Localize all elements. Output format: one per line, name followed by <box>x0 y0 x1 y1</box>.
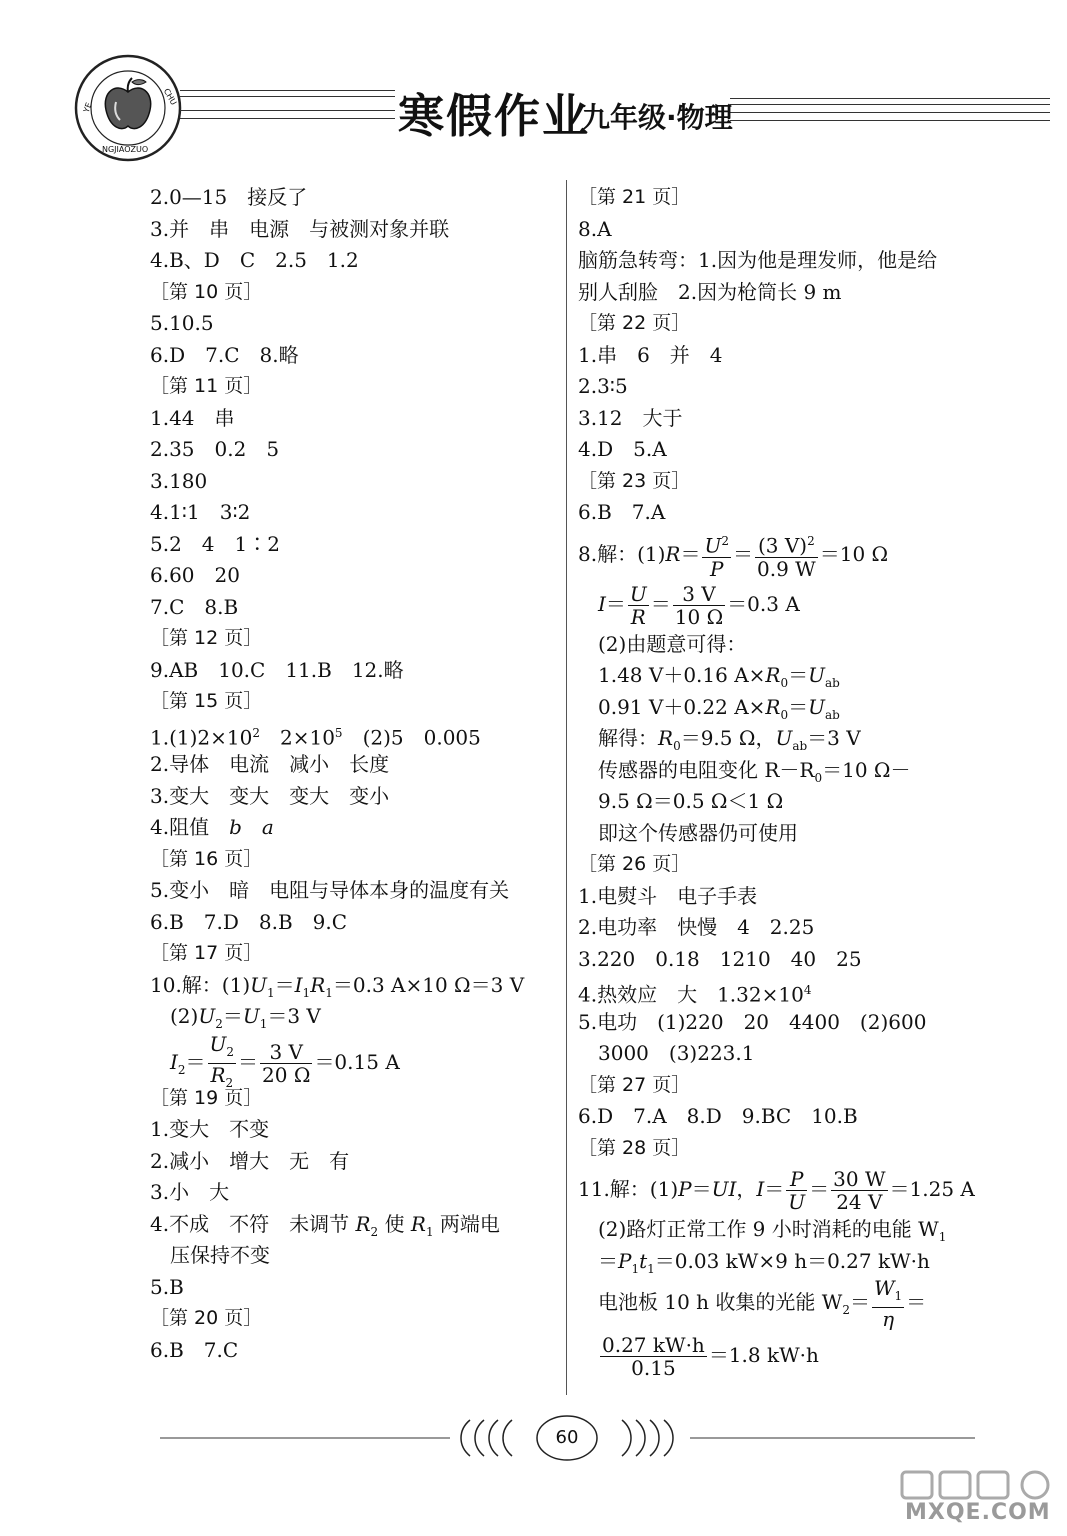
formula-line: $=P_1t_1=0.03$ kW×9 h＝0.27 kW·h <box>598 1248 930 1276</box>
answer-text: 4.阻值 <box>150 815 230 839</box>
formula-line: 1.48 V＋0.16 $A\times R_0=U_{ab}$ <box>598 663 840 690</box>
answer-text: 传感器的电阻变化 R－R <box>598 757 815 782</box>
answer-text: 4.热效应 大 1.32×10 <box>578 982 804 1007</box>
header-rule-left-1 <box>180 90 395 91</box>
header-rule-right-4 <box>730 120 1050 121</box>
answer-line: (2)路灯正常工作 9 小时消耗的电能 $W_1$ <box>598 1217 947 1244</box>
header-rule-right-2 <box>730 104 1050 105</box>
page-heading: ［第 19 页］ <box>150 1086 263 1109</box>
book-subtitle: 九年级·物理 <box>582 101 733 134</box>
formula-line: $I_2=$ $\frac{U_2}{R_2}$ ＝ $\frac{3 V}{20 \Omega}$ ＝0.15 A <box>170 1031 400 1090</box>
footer-ornament <box>0 1400 1067 1480</box>
answer-text: 解得： <box>598 726 658 750</box>
page-heading: ［第 23 页］ <box>578 469 691 492</box>
answer-line: 脑筋急转弯：1.因为他是理发师，他是给 <box>578 248 938 272</box>
answer-line: 3.小 大 <box>150 1180 230 1204</box>
page-heading: ［第 22 页］ <box>578 312 691 334</box>
formula-line: I＝ $\frac{U}{R}$ ＝ $\frac{3 V}{10 \Omega}$ ＝0.3 A <box>598 581 800 629</box>
page-heading: ［第 17 页］ <box>150 942 263 964</box>
answer-line: $(2)U_2=U_1=3$ V <box>170 1004 321 1031</box>
answer-line: 6.B 7.D 8.B 9.C <box>150 909 348 934</box>
page-heading: ［第 12 页］ <box>150 627 263 649</box>
watermark-text: MXQE.COM <box>905 1500 1051 1525</box>
page-heading: ［第 20 页］ <box>150 1307 263 1329</box>
answer-text: 4.不成 不符 未调节 <box>150 1211 350 1236</box>
column-divider <box>566 180 567 1395</box>
formula-line: 11.解：(1)P＝UI，I＝ $\frac{P}{U}$ ＝ $\frac{30 W}{24 V}$ ＝1.25 A <box>578 1167 975 1214</box>
answer-line: 4.1∶1 3∶2 <box>150 500 251 524</box>
answer-line: 解得：$R_0=9.5$ Ω，$U_{ab}=3$ V <box>598 726 861 753</box>
answer-line: 5.10.5 <box>150 311 214 335</box>
book-title: 寒假作业 <box>398 89 590 143</box>
page-heading: ［第 15 页］ <box>150 690 263 712</box>
answer-line: 4.热效应 大 $1.32\times 10^4$ <box>578 982 812 1007</box>
page-heading: ［第 16 页］ <box>150 847 263 870</box>
formula-line: 电池板 10 h 收集的光能 $W_2=$ $\frac{W_1}{\eta}$ ＝ <box>598 1276 927 1331</box>
answer-line: 5.变小 暗 电阻与导体本身的温度有关 <box>150 878 510 902</box>
answer-line: 2.减小 增大 无 有 <box>150 1148 350 1173</box>
answer-line: 4.不成 不符 未调节 $R_2$ 使 $R_1$ 两端电 <box>150 1211 500 1239</box>
formula-line: $\frac{0.27 kW\cdot h}{0.15}$ ＝1.8 kW·h <box>602 1333 819 1380</box>
answer-line: 2.0—15 接反了 <box>150 185 308 209</box>
answer-line: 3000 (3)223.1 <box>598 1041 755 1065</box>
apple-logo-icon <box>72 52 184 164</box>
answer-line: 8.A <box>578 216 612 241</box>
page-number: 60 <box>555 1427 579 1448</box>
answer-line: 9.5 Ω＝0.5 Ω＜1 Ω <box>598 789 784 813</box>
page-heading: ［第 21 页］ <box>578 186 691 208</box>
answer-line: 4.D 5.A <box>578 437 667 461</box>
formula-line: 8.解：(1)R＝ $\frac{U^2}{P}$ ＝ $\frac{(3 V)^2}{0.9 W}$ ＝10 Ω <box>578 529 998 579</box>
answer-text: 8.解：(1) <box>578 541 666 566</box>
answer-text: 11.解：(1) <box>578 1177 679 1201</box>
page-header <box>0 0 1067 180</box>
header-rule-left-2 <box>180 96 395 97</box>
answer-line: 5.B <box>150 1274 184 1299</box>
answer-line: 7.C 8.B <box>150 594 239 619</box>
answer-line: 3.180 <box>150 468 208 493</box>
header-rule-right-3 <box>730 112 1050 113</box>
answer-line: 1.变大 不变 <box>150 1117 270 1141</box>
header-rule-left-4 <box>180 118 395 119</box>
svg-text:YE: YE <box>81 101 94 114</box>
answers-left-column <box>150 182 560 1366</box>
page-heading: ［第 27 页］ <box>578 1073 691 1096</box>
formula-line: 0.91 V＋0.22 $A\times R_0=U_{ab}$ <box>598 694 840 722</box>
answer-text: (2)路灯正常工作 9 小时消耗的电能 W <box>598 1217 939 1241</box>
answer-text: (2)5 0.005 <box>362 725 481 750</box>
answer-line: 传感器的电阻变化 $R-R_0=10$ Ω－ <box>598 757 911 785</box>
page-heading: ［第 10 页］ <box>150 280 263 303</box>
answer-line: 2.电功率 快慢 4 2.25 <box>578 915 815 939</box>
answer-line: 2.导体 电流 减小 长度 <box>150 752 390 776</box>
header-rule-right-1 <box>730 98 1050 99</box>
answer-text: ＝1.8 kW·h <box>708 1343 819 1367</box>
page-heading: ［第 26 页］ <box>578 853 691 875</box>
answer-line: 6.60 20 <box>150 563 240 587</box>
svg-text:CHU: CHU <box>161 87 179 107</box>
answer-line: 3.12 大于 <box>578 405 683 430</box>
page-heading: ［第 28 页］ <box>578 1136 691 1159</box>
answer-line: 2.35 0.2 5 <box>150 437 280 461</box>
header-rule-left-3 <box>180 110 395 111</box>
answer-line: 10.解：$(1)U_1=I_1R_1=0.3$ A×10 Ω＝3 V <box>150 972 525 1000</box>
answer-line: 别人刮脸 2.因为枪筒长 9 m <box>578 279 842 304</box>
answer-line: 6.B 7.C <box>150 1337 239 1362</box>
answer-line: 9.AB 10.C 11.B 12.略 <box>150 657 404 682</box>
answer-line: 2.3∶5 <box>578 374 628 398</box>
answer-line: 6.D 7.C 8.略 <box>150 342 299 367</box>
answer-line: 1.电熨斗 电子手表 <box>578 883 758 908</box>
answer-line: 压保持不变 <box>170 1243 270 1267</box>
answer-line: 4.阻值 b a <box>150 815 274 839</box>
answer-line: 1.44 串 <box>150 405 235 430</box>
answer-line: (2)由题意可得： <box>598 631 747 656</box>
answer-line: 3.变大 变大 变大 变小 <box>150 783 390 808</box>
answer-text: (2) <box>170 1004 199 1028</box>
answer-text: 电池板 10 h 收集的光能 W <box>598 1290 843 1314</box>
answer-line: 1.串 6 并 4 <box>578 342 723 367</box>
answer-line: 6.D 7.A 8.D 9.BC 10.B <box>578 1104 858 1128</box>
page-heading: ［第 11 页］ <box>150 375 263 397</box>
answer-line: $1.(1)2\times 10^2$ $2\times 10^5$ (2)5 0.005 <box>150 725 481 750</box>
answer-line: 3.并 串 电源 与被测对象并联 <box>150 216 450 241</box>
svg-text:NGJIAOZUO: NGJIAOZUO <box>102 145 149 154</box>
answer-text: 10.解：(1) <box>150 972 251 997</box>
answer-line: 5.电功 (1)220 20 4400 (2)600 <box>578 1009 927 1034</box>
answer-line: 5.2 4 1∶2 <box>150 531 280 556</box>
answer-line: 即这个传感器仍可使用 <box>598 820 798 845</box>
answer-line: 4.B、D C 2.5 1.2 <box>150 248 359 272</box>
answer-line: 3.220 0.18 1210 40 25 <box>578 946 862 971</box>
answer-line: 6.B 7.A <box>578 500 666 524</box>
answers-right-column <box>578 182 998 1383</box>
